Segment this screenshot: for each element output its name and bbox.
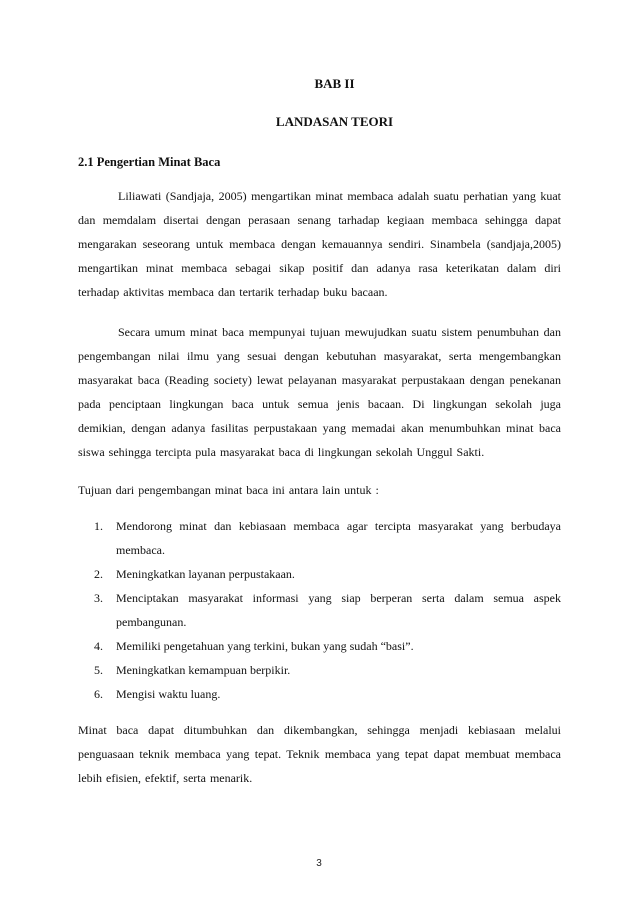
list-item (78, 658, 561, 682)
list-item (78, 514, 561, 562)
page-number: 3 (316, 858, 322, 869)
list-number: 1. (94, 519, 103, 533)
paragraph-closing: Minat baca dapat ditumbuhkan dan dikembangkan, sehingga menjadi kebiasaan melalui penguasaan teknik membaca yang tepat. Teknik membaca yang tepat dapat membuat membaca lebih efisien, efektif, serta menarik. (78, 723, 561, 785)
list-number: 3. (94, 591, 103, 605)
list-item (78, 634, 561, 658)
paragraph-goals-intro: Tujuan dari pengembangan minat baca ini antara lain untuk : (78, 483, 379, 497)
paragraph-purpose: Secara umum minat baca mempunyai tujuan mewujudkan suatu sistem penumbuhan dan pengembangan nilai ilmu yang sesuai dengan kebutuhan masyarakat, serta mengembangkan masyarakat baca (Reading society) lewat pelayanan masyarakat perpustakaan dengan penekanan pada penciptaan lingkungan baca untuk semua jenis bacaan. Di lingkungan sekolah juga demikian, dengan adanya fasilitas perpustakaan yang memadai akan menumbuhkan minat baca siswa sehingga tercipta pula masyarakat baca di lingkungan sekolah Unggul Sakti. (78, 325, 561, 459)
list-item (78, 682, 561, 706)
list-number: 6. (94, 687, 103, 701)
chapter-label: BAB II (314, 76, 355, 91)
list-item (78, 586, 561, 634)
list-number: 5. (94, 663, 103, 677)
list-item (78, 562, 561, 586)
list-number: 4. (94, 639, 103, 653)
list-item-text: Meningkatkan kemampuan berpikir. (116, 663, 291, 677)
page-content (78, 76, 561, 790)
list-item-text: Memiliki pengetahuan yang terkini, bukan yang sudah “basi”. (116, 639, 414, 653)
list-item-text: Meningkatkan layanan perpustakaan. (116, 567, 295, 581)
goals-list (78, 514, 561, 706)
paragraph-definition: Liliawati (Sandjaja, 2005) mengartikan minat membaca adalah suatu perhatian yang kuat dan memdalam disertai dengan perasaan senang tarhadap kegiaan membaca sehingga dapat mengarakan seseorang untuk membaca dengan kemauannya sendiri. Sinambela (sandjaja,2005) mengartikan minat membaca sebagai sikap positif dan adanya rasa keterikatan dalam diri terhadap aktivitas membaca dan tertarik terhadap buku bacaan. (78, 189, 561, 299)
list-item-text: Mengisi waktu luang. (116, 687, 221, 701)
list-item-text: Menciptakan masyarakat informasi yang siap berperan serta dalam semua aspek pembangunan. (116, 591, 561, 629)
section-heading: 2.1 Pengertian Minat Baca (78, 155, 221, 169)
chapter-title: LANDASAN TEORI (275, 114, 394, 129)
list-number: 2. (94, 567, 103, 581)
list-item-text: Mendorong minat dan kebiasaan membaca agar tercipta masyarakat yang berbudaya membaca. (116, 519, 561, 557)
